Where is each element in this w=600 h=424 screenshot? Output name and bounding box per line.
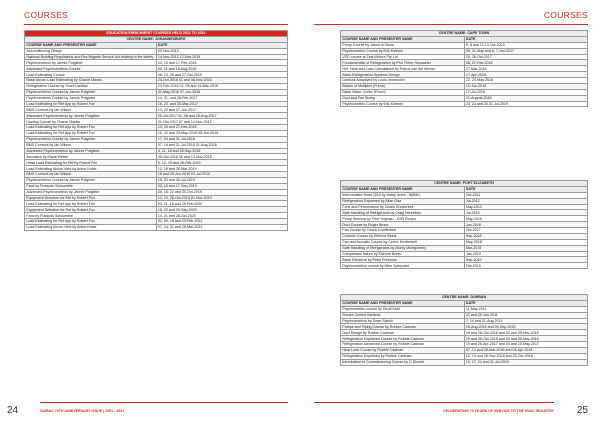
table-row (341, 263, 588, 269)
course-date-cell: 4, 11, 18 and 25-Sep-2018 (156, 148, 288, 154)
course-date-cell: May-2016 (464, 216, 588, 222)
course-name-cell: Airconditioning Design (25, 48, 157, 54)
course-date-cell: 5, 12, 19 and 26-Feb-2019 (156, 160, 288, 166)
course-name-cell: Refrigeration Explained by Allan Gaa (341, 198, 465, 204)
course-date-cell: Sep-2018 (464, 233, 588, 239)
course-name-cell: Load Estimating Course (25, 72, 157, 78)
course-date-cell: 03, 10 and 17-Feb-2015 (156, 60, 288, 66)
durban-courses-table (340, 294, 588, 366)
johannesburg-courses-table (24, 30, 288, 231)
course-date-cell: Mar-2019 (464, 245, 588, 251)
course-date-cell: 7, 14 and 21-Aug-2014 (464, 318, 588, 324)
course-date-cell: 16, 23, and 30-May-2017 (156, 101, 288, 107)
course-name-cell: Fan and Acoustic Course by Cedric Knotterbelt (341, 239, 465, 245)
course-name-cell: Safe Handling of Refrigerants by Craig Hendricks (341, 210, 465, 216)
course-date-cell: 07, 14, 21 and 28-Mar-2021 (156, 224, 288, 230)
course-date-cell: May-2018 (464, 239, 588, 245)
course-date-cell: 17-Apr-2018 (464, 72, 588, 78)
course-date-cell: 20-Nov-2013 (156, 48, 288, 54)
footer-text: SAIRAC 70TH ANNIVERSARY ISSUE | 1951 - 2021 (40, 409, 125, 413)
course-date-cell: 02, 09, 16 and 23-Feb-2021 (156, 219, 288, 225)
course-name-cell: Advanced Psychrometrics by Jannie Potgieter (25, 113, 157, 119)
course-name-cell: Psychrometric Course by Erik Kideren (341, 101, 465, 107)
course-name-cell: Fans by Francois Schoombie (25, 213, 157, 219)
course-date-cell: 19 and 26-Oct-2016 and 02 and 09-Nov-2016 (464, 330, 588, 336)
course-name-cell: Duct Course by Roger Bruce (341, 222, 465, 228)
course-date-cell: 31-Oct-2017 07 and 14-Nov-2017 (156, 119, 288, 125)
course-date-cell: 25, 26-Oct-2017 (464, 54, 588, 60)
course-date-cell: Oct-2019 (464, 263, 588, 269)
course-name-cell: Psychrometric course by Geoff Kidd (341, 306, 465, 312)
course-name-cell: Refrigeration Advanced Course by Robbie Cadman (341, 342, 465, 348)
port-elizabeth-courses-table (340, 180, 588, 269)
page-heading: COURSES (543, 10, 588, 20)
course-name-cell: Pumps and Piping Course by Robbie Cadman (341, 324, 465, 330)
course-date-cell: 31-May-2016 07-Jun-2016 (156, 89, 288, 95)
course-date-cell: 13, 20 and 27-Jun-2017 (156, 107, 288, 113)
durban-table-body (341, 295, 588, 366)
page-number: 25 (576, 405, 588, 416)
course-name-cell: Refrigeration Explained Course by Robbie Cadman (341, 336, 465, 342)
course-name-cell: Advanced Psychrometrics Course (25, 66, 157, 72)
centre-name: CENTRE NAME: JOHANNESBURG (25, 36, 288, 42)
course-name-cell: VSD course at Zest Motors Pty Ltd (341, 54, 465, 60)
centre-name: CENTRE NAME: PORT ELIZABETH (341, 181, 588, 187)
course-name-cell: Psychrometric Course by Erik Kideren (341, 48, 465, 54)
course-date-cell: 30, 31-May and 6, 7-Jun-2017 (464, 48, 588, 54)
course-date-cell: 06, 13, 20 and 27-Oct-2015 (156, 72, 288, 78)
course-name-cell: Danfoss Adaptived by Louis Vermeulen (341, 78, 465, 84)
course-name-cell: Head Load Estimating for Ref by Robert Fox (25, 160, 157, 166)
course-name-cell: Pump Seminar by Peet Snyman - KSB Pumps (341, 216, 465, 222)
course-date-cell: 25-Oct-2016 01 and 08-Nov-2016 (156, 78, 288, 84)
course-name-cell: Fans by Francois Schoombie (25, 183, 157, 189)
centre-name: CENTRE NAME: CAPE TOWN (341, 31, 588, 37)
course-name-cell: Ducting Course by Chanel Marais (25, 119, 157, 125)
course-name-cell: BMS Controls by Ian Wilson (25, 142, 157, 148)
centre-name: CENTRE NAME: DURBAN (341, 295, 588, 301)
course-name-cell: Load Estimating for Ref App by Robert Fox (25, 219, 157, 225)
course-name-cell: Ref. Heat and Load Calculations by Petrus van der Merwe (341, 66, 465, 72)
course-name-cell: Psychrometrics course by Mike Spierpoint (341, 263, 465, 269)
column-header-date: DATE (464, 186, 588, 192)
course-name-cell: Load Estimating for Ref App by Robert Fox (25, 130, 157, 136)
course-name-cell: Load Estimating for Ref App by Robert Fox (25, 125, 157, 131)
heading-rule (314, 24, 588, 25)
course-date-cell: 22, 23-May-2018 (464, 78, 588, 84)
course-name-cell: Advanced Psychrometrics by Jannie Potgieter (25, 148, 157, 154)
course-name-cell: Psychrometrics Course by Jannie Potgieter (25, 89, 157, 95)
column-header-course: COURSE NAME AND PRESENTER NAME (341, 36, 465, 42)
course-date-cell: 23, 24 and 30,31-Jul-2019 (464, 101, 588, 107)
course-date-cell: 04, 11, 18 and 25-Feb-2020 (156, 201, 288, 207)
course-name-cell: BMS Controls by Ian Wilson (25, 172, 157, 178)
course-date-cell: Oct-2011 (464, 192, 588, 198)
course-date-cell: 14-Nov-2013 12-Mar-2014 (156, 54, 288, 60)
course-date-cell: 17, 24 and 31-Jul-2018 (156, 136, 288, 142)
course-name-cell: National Building Regulations and Fire Brigade Service Act relating to fire safety (25, 54, 157, 60)
course-date-cell: 23-Feb-2016 01, 08 and 15-Mar-2016 (156, 83, 288, 89)
course-date-cell: 5, 6 and 12,13 Oct-2015 (464, 42, 588, 48)
course-date-cell: 10, 17, 24 and 31-Jul-2019 (464, 359, 588, 365)
table-row (341, 359, 588, 365)
course-date-cell: 06, 07-Feb-2018 (464, 60, 588, 66)
course-name-cell: Psychrometrics Course by Jannie Potgieter (25, 95, 157, 101)
course-name-cell: Basics of Multiplex (Freon) (341, 83, 465, 89)
course-name-cell: Psychrometrics Course by Jannie Potgieter (25, 177, 157, 183)
course-name-cell: Fundamentals of Refrigeration by Prof Pieter Rousseau (341, 60, 465, 66)
course-date-cell: Jan-2019 (464, 251, 588, 257)
course-date-cell: Jun-2016 (464, 222, 588, 228)
course-name-cell: Controls Course by Etienne Beets (341, 233, 465, 239)
course-date-cell: 25-Jul-2017 01, 08 and 15-Aug-2017 (156, 113, 288, 119)
course-date-cell: 22 and 29-Jun-2011 (464, 312, 588, 318)
course-date-cell: 07, 14 and 28-Mar-2018 and 04-Apr-2018 (464, 347, 588, 353)
table-row (341, 101, 588, 107)
course-date-cell: 13, 20 and 27-Feb-2018 (156, 125, 288, 131)
course-name-cell: Refrigeration Course by Grant Laidlaw (25, 83, 157, 89)
course-date-cell: 14, 21, and 28-Feb-2017 (156, 95, 288, 101)
footer-text: CELEBRATING 70 YEARS OF SERVICE TO THE HVAC INDUSTRY (443, 409, 554, 413)
port-elizabeth-table-body (341, 181, 588, 269)
course-date-cell: 03, 10 and 17-Sep-2019 (156, 183, 288, 189)
course-name-cell: Load Estimating for Ref App by Robert Fox (25, 101, 157, 107)
course-name-cell: Basic Refrigeration Systems Design (341, 72, 465, 78)
course-name-cell: Basic Electrical by Peter Pretorius (341, 257, 465, 263)
course-name-cell: Heat Load Course by Robbie Cadman (341, 347, 465, 353)
course-date-cell: 15, 22 and 29-May-2018 05-Jun-2018 (156, 130, 288, 136)
heading-rule (24, 24, 288, 25)
course-name-cell: Fan Course by Cedric Knotterbelt (341, 228, 465, 234)
table-title: EDUCATION ENRICHMENT COURSES HELD 2011 TO 2021 (25, 31, 288, 37)
course-name-cell: Compressor failure by Etienne Beets (341, 251, 465, 257)
column-header-date: DATE (156, 42, 288, 48)
course-date-cell: Sep-2019 (464, 257, 588, 263)
johannesburg-table-body (25, 31, 288, 231)
cape-town-courses-table (340, 30, 588, 107)
course-name-cell: Duct and Fan Sizing (341, 95, 465, 101)
course-name-cell: Smoke Control Seminar (341, 312, 465, 318)
course-date-cell: May-2013 (464, 204, 588, 210)
course-name-cell: Introduction to Commissioning Course by C Mouret (341, 359, 465, 365)
course-date-cell: 12, 19 and 26-Sep-2018 and 03-Oct-2018 (464, 353, 588, 359)
column-header-course: COURSE NAME AND PRESENTER NAME (25, 42, 157, 48)
course-name-cell: Advanced Psychrometrics by Jannie Potgieter (25, 189, 157, 195)
course-date-cell: 17-Jul-2018 (464, 89, 588, 95)
course-name-cell: Refrigeration Explained by Robbie Cadman (341, 353, 465, 359)
footer-rule (314, 402, 554, 403)
table-row (25, 224, 288, 230)
column-header-course: COURSE NAME AND PRESENTER NAME (341, 186, 465, 192)
course-name-cell: Safe Handling of Refrigerants by Monty Montgomery (341, 245, 465, 251)
course-name-cell: Fans and Performance by Cedric Knotterbelt (341, 204, 465, 210)
course-date-cell: 21-August-2018 (464, 95, 588, 101)
course-date-cell: 06, 16, 22 and 30-Oct-2019 (156, 189, 288, 195)
course-date-cell: 19 and 26-Oct-2016 and 02 and 09-Nov-2016 (464, 336, 588, 342)
course-name-cell: Acoustics by Klaus Weber (25, 154, 157, 160)
right-page (300, 0, 600, 424)
course-date-cell: 19-Jun-2018 (464, 83, 588, 89)
course-date-cell: 19-Aug-2015 and 09-Sep-2015 (464, 324, 588, 330)
course-name-cell: Load Estimating Aircon Vent by Anton Kotze (25, 166, 157, 172)
course-name-cell: Intermediate Word 2010 by Haley Irvine - NMMU (341, 192, 465, 198)
course-date-cell: 15, 22 and 29-Sep-2020 (156, 207, 288, 213)
course-name-cell: Pump Course by Jason di Stona (341, 42, 465, 48)
course-date-cell: 04, 11 and 18-Aug-2015 (156, 66, 288, 72)
course-name-cell: Psychrometrics by Jannie Potgieter (25, 60, 157, 66)
course-name-cell: Load Estimating Aircon Vent by Anton Kotze (25, 224, 157, 230)
course-date-cell: 11-May-2011 (464, 306, 588, 312)
course-date-cell: Jul-2014 (464, 210, 588, 216)
course-name-cell: Psychrometrics by Dean Savich (341, 318, 465, 324)
page-heading: COURSES (24, 10, 69, 20)
course-date-cell: 18 and 25-Jun-2019 02-Jul-2019 (156, 172, 288, 178)
course-date-cell: 30-Oct-2018 06 and 13-Nov-2018 (156, 154, 288, 160)
cape-town-table-body (341, 31, 588, 107)
course-date-cell: 12, 19, 26-Oct-2019 01-Nov-2019 (156, 195, 288, 201)
column-header-date: DATE (464, 36, 588, 42)
course-date-cell: 14, 21 and 28-Oct-2020 (156, 213, 288, 219)
course-date-cell: 07, 14 and 21-Jul-2018 01-Aug-2018 (156, 142, 288, 148)
course-name-cell: Basic Water Chiller (Freon) (341, 89, 465, 95)
column-header-date: DATE (464, 300, 588, 306)
course-name-cell: Equipment Selection for Ref by Robert Fox (25, 207, 157, 213)
course-name-cell: Basic Aircon Load Estimating by Chanel Marais (25, 78, 157, 84)
course-date-cell: 19 and 26-Apr-2017 and 03 and 10-May-2017 (464, 342, 588, 348)
course-name-cell: Equipment Selection for Ref by Robert Fox (25, 195, 157, 201)
course-date-cell: 12, 19 and 26-Mar-2019 (156, 166, 288, 172)
course-date-cell: Jul-2012 (464, 198, 588, 204)
course-name-cell: BMS Controls by Ian Wilson (25, 107, 157, 113)
course-date-cell: 27-Mar-2018 (464, 66, 588, 72)
course-name-cell: Duct Design by Robbie Cadman (341, 330, 465, 336)
course-date-cell: 16, 23 and 30-Jul-2019 (156, 177, 288, 183)
course-name-cell: Psychrometrics Course by Jannie Potgieter (25, 136, 157, 142)
course-name-cell: Load Estimating for Ref App by Robert Fox (25, 201, 157, 207)
footer-rule (40, 402, 288, 403)
column-header-course: COURSE NAME AND PRESENTER NAME (341, 300, 465, 306)
page-number: 24 (7, 405, 19, 416)
course-date-cell: Oct-2017 (464, 228, 588, 234)
